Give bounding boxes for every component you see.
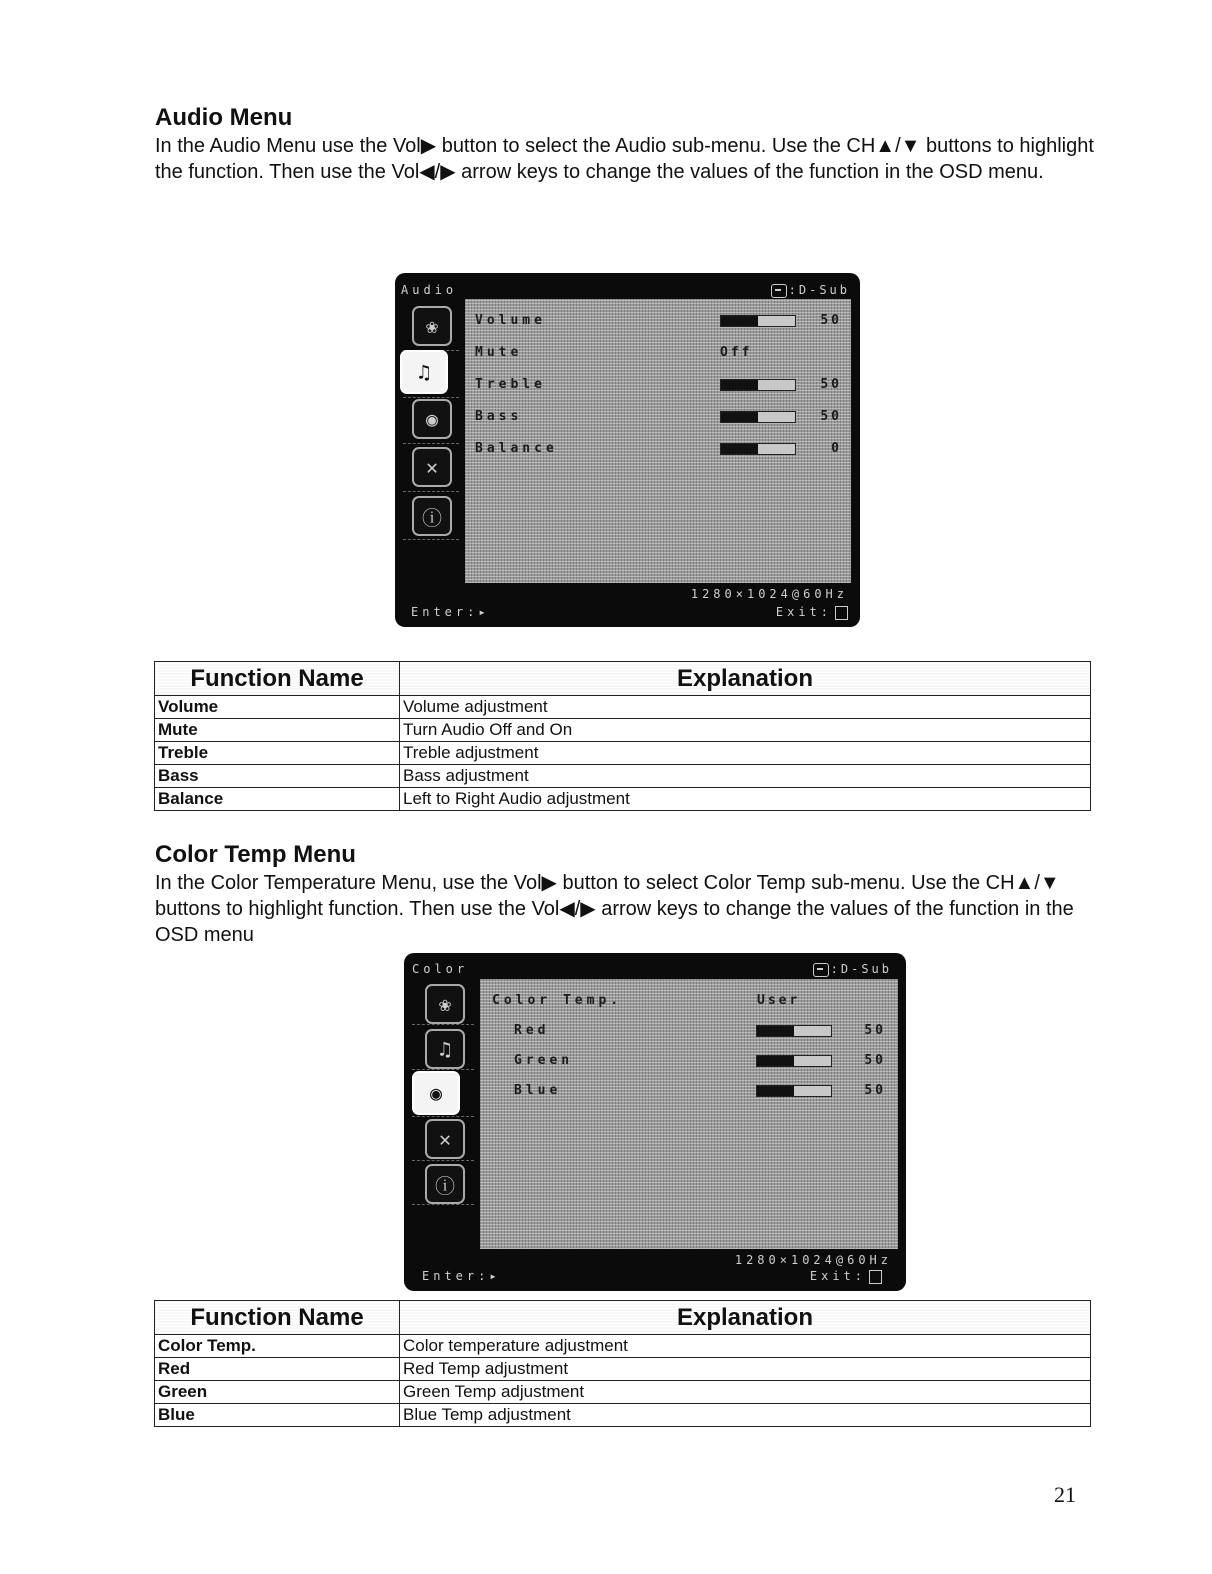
color-palette-icon: ◉ [412, 1071, 460, 1115]
osd-item-level-bar [720, 379, 796, 391]
color-temp-function-table [154, 1300, 1091, 1427]
osd-item-value: Off [720, 345, 753, 360]
picture-icon: ❀ [412, 306, 452, 346]
color-palette-icon: ◉ [412, 399, 452, 439]
explanation-cell: Blue Temp adjustment [400, 1404, 1091, 1427]
osd-item-level-bar [720, 411, 796, 423]
table-row [155, 765, 1091, 788]
function-name-cell: Color Temp. [155, 1335, 400, 1358]
function-name-cell: Treble [155, 742, 400, 765]
osd-item-value: 50 [820, 313, 842, 328]
osd-title: Color [412, 962, 469, 976]
table-row [155, 742, 1091, 765]
input-source-icon [771, 284, 787, 298]
color-temp-menu-paragraph: In the Color Temperature Menu, use the Vol▶ button to select Color Temp sub-menu. Use the CH▲/▼ buttons to highlight function. Then use the Vol◀/▶ arrow keys to change the values of the function in the OSD menu [155, 872, 1074, 946]
function-name-cell: Green [155, 1381, 400, 1404]
table-row [155, 696, 1091, 719]
icon-divider [403, 443, 459, 445]
audio-osd-screenshot [395, 273, 860, 627]
osd-item-level-bar [756, 1025, 832, 1037]
input-source-icon [813, 963, 829, 977]
osd-item-value: User [757, 993, 801, 1008]
column-header: Explanation [400, 662, 1091, 696]
explanation-cell: Volume adjustment [400, 696, 1091, 719]
picture-icon: ❀ [425, 984, 465, 1024]
table-row [155, 788, 1091, 811]
table-row [155, 1335, 1091, 1358]
explanation-cell: Turn Audio Off and On [400, 719, 1091, 742]
column-header: Function Name [155, 1301, 400, 1335]
function-name-cell: Volume [155, 696, 400, 719]
icon-divider [412, 1024, 474, 1026]
osd-item-level-bar [756, 1055, 832, 1067]
table-row [155, 1404, 1091, 1427]
audio-icon: ♫ [425, 1029, 465, 1069]
audio-menu-heading: Audio Menu [155, 104, 293, 131]
osd-item-level-bar [756, 1085, 832, 1097]
osd-item-label: Blue [514, 1083, 562, 1098]
function-name-cell: Balance [155, 788, 400, 811]
color-osd-screenshot [404, 953, 906, 1291]
info-icon: ⓘ [425, 1164, 465, 1204]
table-header-row [155, 662, 1091, 696]
osd-item-level-bar [720, 315, 796, 327]
function-name-cell: Mute [155, 719, 400, 742]
page-number: 21 [1054, 1482, 1076, 1507]
osd-item-value: 50 [820, 409, 842, 424]
osd-resolution: 1280×1024@60Hz [734, 1253, 892, 1267]
osd-exit-hint: Exit: [776, 605, 848, 620]
osd-item-label: Volume [475, 313, 546, 328]
osd-enter-hint: Enter:▸ [411, 605, 490, 619]
osd-item-value: 50 [864, 1023, 886, 1038]
icon-divider [412, 1116, 474, 1118]
explanation-cell: Bass adjustment [400, 765, 1091, 788]
osd-item-label: Bass [475, 409, 523, 424]
tools-icon: ✕ [412, 447, 452, 487]
osd-exit-hint: Exit: [810, 1269, 882, 1284]
table-row [155, 719, 1091, 742]
osd-item-label: Green [514, 1053, 574, 1068]
tools-icon: ✕ [425, 1119, 465, 1159]
audio-menu-paragraph: In the Audio Menu use the Vol▶ button to select the Audio sub-menu. Use the CH▲/▼ buttons to highlight the function. Then use the Vol◀/▶ arrow keys to change the values of the function in the OSD menu. [155, 135, 1094, 183]
osd-item-label: Color Temp. [492, 993, 623, 1008]
osd-item-level-bar [720, 443, 796, 455]
osd-resolution: 1280×1024@60Hz [690, 587, 848, 601]
osd-item-value: 50 [864, 1053, 886, 1068]
osd-item-label: Mute [475, 345, 523, 360]
osd-source: :D-Sub [771, 283, 850, 298]
osd-item-label: Red [514, 1023, 550, 1038]
audio-icon: ♫ [400, 350, 448, 394]
osd-item-value: 50 [820, 377, 842, 392]
osd-enter-hint: Enter:▸ [422, 1269, 501, 1283]
icon-divider [412, 1160, 474, 1162]
explanation-cell: Red Temp adjustment [400, 1358, 1091, 1381]
explanation-cell: Left to Right Audio adjustment [400, 788, 1091, 811]
function-name-cell: Bass [155, 765, 400, 788]
osd-item-label: Treble [475, 377, 546, 392]
icon-divider [403, 491, 459, 493]
osd-item-value: 0 [831, 441, 842, 456]
explanation-cell: Color temperature adjustment [400, 1335, 1091, 1358]
icon-divider [403, 539, 459, 541]
function-name-cell: Blue [155, 1404, 400, 1427]
audio-function-table [154, 661, 1091, 811]
column-header: Explanation [400, 1301, 1091, 1335]
osd-item-label: Balance [475, 441, 558, 456]
info-icon: ⓘ [412, 496, 452, 536]
osd-title: Audio [401, 283, 458, 297]
explanation-cell: Treble adjustment [400, 742, 1091, 765]
osd-panel [480, 979, 898, 1249]
menu-exit-icon [835, 606, 848, 620]
table-header-row [155, 1301, 1091, 1335]
icon-divider [412, 1204, 474, 1206]
column-header: Function Name [155, 662, 400, 696]
osd-item-value: 50 [864, 1083, 886, 1098]
color-temp-menu-heading: Color Temp Menu [155, 841, 356, 868]
table-row [155, 1381, 1091, 1404]
osd-source: :D-Sub [813, 962, 892, 977]
table-row [155, 1358, 1091, 1381]
menu-exit-icon [869, 1270, 882, 1284]
explanation-cell: Green Temp adjustment [400, 1381, 1091, 1404]
function-name-cell: Red [155, 1358, 400, 1381]
